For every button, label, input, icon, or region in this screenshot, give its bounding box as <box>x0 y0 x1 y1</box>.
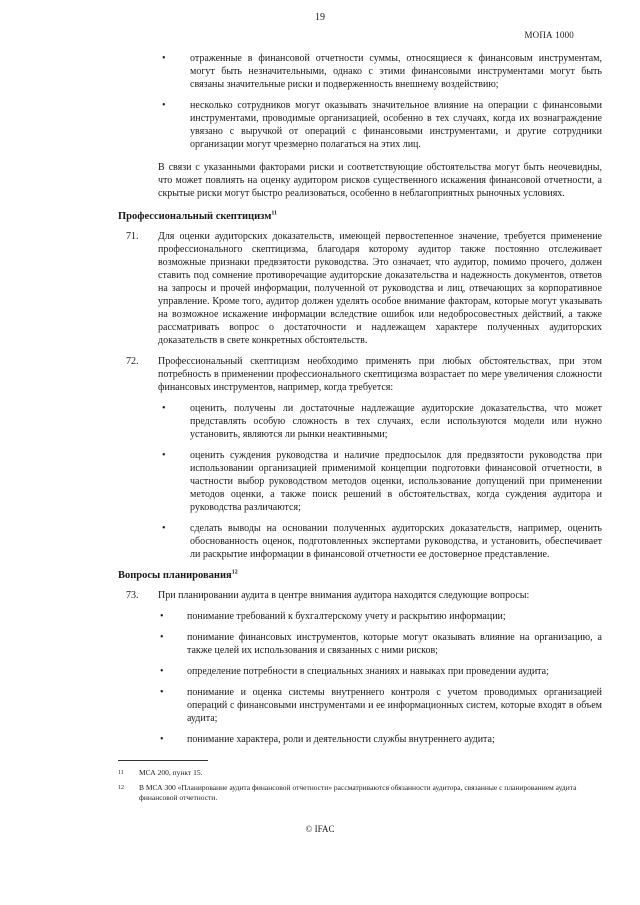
bullet-icon: • <box>160 632 164 643</box>
footnote-divider <box>118 760 208 761</box>
paragraph-text: При планировании аудита в центре внимания аудитора находятся следующие вопросы: <box>158 590 530 601</box>
footnote <box>118 768 608 778</box>
bullet-icon: • <box>162 523 166 534</box>
section-title: Вопросы планирования <box>118 570 232 581</box>
paragraph-number: 71. <box>126 231 139 242</box>
paragraph-text: Профессиональный скептицизм необходимо применять при любых обстоятельствах, при этом потребность в применении профессионального скептицизма возрастает по мере увеличения сложности финансовых инструментов, например, когда требуется: <box>158 356 602 393</box>
list-item-text: понимание и оценка системы внутреннего контроля с учетом проводимых организацией операций с финансовыми инструментами и ее информационных систем, которые входят в объем аудита; <box>187 687 602 724</box>
numbered-paragraph <box>118 355 602 394</box>
list-item <box>118 99 602 151</box>
list-item <box>118 402 602 441</box>
list-item <box>118 522 602 561</box>
footnote-number: 12 <box>118 785 124 791</box>
list-item-text: понимание требований к бухгалтерскому учету и раскрытию информации; <box>187 611 506 622</box>
bullet-icon: • <box>162 53 166 64</box>
bullet-icon: • <box>162 450 166 461</box>
list-item <box>118 610 602 623</box>
page-number: 19 <box>315 12 325 23</box>
list-item-text: отраженные в финансовой отчетности суммы, относящиеся к финансовым инструментам, могут быть незначительными, однако с этими финансовыми инструментами могут быть связаны значительные риски и подверженность внешнему воздействию; <box>190 53 602 90</box>
list-item <box>118 52 602 91</box>
main-content <box>118 52 602 754</box>
list-item <box>118 631 602 657</box>
section-heading <box>118 569 602 582</box>
paragraph-text: Для оценки аудиторских доказательств, имеющей первостепенное значение, требуется применение профессионального скептицизма, благодаря которому аудитор также постоянно отслеживает возможные признаки предвзятости руководства. Это означает, что аудитор, помимо прочего, должен ставить под сомнение противоречащие аудиторские доказательства и надежность документов, ответов на запросы и прочей информации, полученной от руководства и лиц, отвечающих за корпоративное управление. Кроме того, аудитор должен уделять особое внимание факторам, которые могут указывать на возможное искажение информации вследствие ошибок или недобросовестных действий, а также рассматривать вопрос о достаточности и надлежащем характере полученных аудиторских доказательств в свете конкретных обстоятельств. <box>158 231 602 346</box>
numbered-paragraph <box>118 230 602 347</box>
list-item-text: несколько сотрудников могут оказывать значительное влияние на операции с финансовыми инструментами, проводимые организацией, особенно в тех случаях, когда их вознаграждение увязано с выручкой от операций с финансовыми инструментами, и другие сотрудники организации могут чрезмерно полагаться на этих лиц. <box>190 100 602 150</box>
footnote-ref: 12 <box>231 569 238 576</box>
list-item <box>118 665 602 678</box>
footnote-text: В МСА 300 «Планирование аудита финансовой отчетности» рассматриваются обязанности аудитора, связанные с планированием аудита финансовой отчетности. <box>139 783 577 802</box>
list-item-text: определение потребности в специальных знаниях и навыках при проведении аудита; <box>187 666 549 677</box>
paragraph-number: 72. <box>126 356 139 367</box>
list-item-text: понимание финансовых инструментов, которые могут оказывать влияние на организацию, а также целей их использования и связанных с ними рисков; <box>187 632 602 656</box>
bullet-icon: • <box>162 403 166 414</box>
bullet-icon: • <box>160 687 164 698</box>
footnote-number: 11 <box>118 770 124 776</box>
list-item-text: оценить суждения руководства и наличие предпосылок для предвзятости руководства при использовании организацией применимой концепции подготовки финансовой отчетности, в частности выбор руководством методов оценки, использование допущений при применении методов оценки, а также поиск решений в обстоятельствах, когда суждения аудитора и руководства различаются; <box>190 450 602 513</box>
bullet-icon: • <box>160 666 164 677</box>
intro-paragraph: В связи с указанными факторами риски и соответствующие обстоятельства могут быть неочевидны, что может повлиять на оценку аудитором рисков существенного искажения финансовой отчетности, а скрытые риски могут быстро реализоваться, особенно в неблагоприятных рыночных условиях. <box>158 162 602 199</box>
section-title: Профессиональный скептицизм <box>118 211 272 222</box>
footnotes <box>118 768 608 808</box>
bullet-icon: • <box>160 734 164 745</box>
standard-code: МОПА 1000 <box>524 30 574 40</box>
numbered-paragraph <box>118 589 602 602</box>
list-item <box>118 449 602 514</box>
list-item <box>118 686 602 725</box>
bullet-icon: • <box>160 611 164 622</box>
paragraph-number: 73. <box>126 590 139 601</box>
footnote <box>118 783 608 803</box>
bullet-icon: • <box>162 100 166 111</box>
list-item <box>118 733 602 746</box>
section-heading <box>118 210 602 223</box>
list-item-text: оценить, получены ли достаточные надлежащие аудиторские доказательства, что может представлять особую сложность в тех случаях, если используются модели или нужно установить, являются ли рынки неактивными; <box>190 403 602 440</box>
copyright-footer: © IFAC <box>305 824 335 834</box>
footnote-text: МСА 200, пункт 15. <box>139 768 203 777</box>
footnote-ref: 11 <box>271 210 278 217</box>
list-item-text: сделать выводы на основании полученных аудиторских доказательств, например, оценить обоснованность оценок, подготовленных экспертами руководства, и установить, обеспечивает ли раскрытие информации в финансовой отчетности ее достоверное представление. <box>190 523 602 560</box>
list-item-text: понимание характера, роли и деятельности службы внутреннего аудита; <box>187 734 495 745</box>
